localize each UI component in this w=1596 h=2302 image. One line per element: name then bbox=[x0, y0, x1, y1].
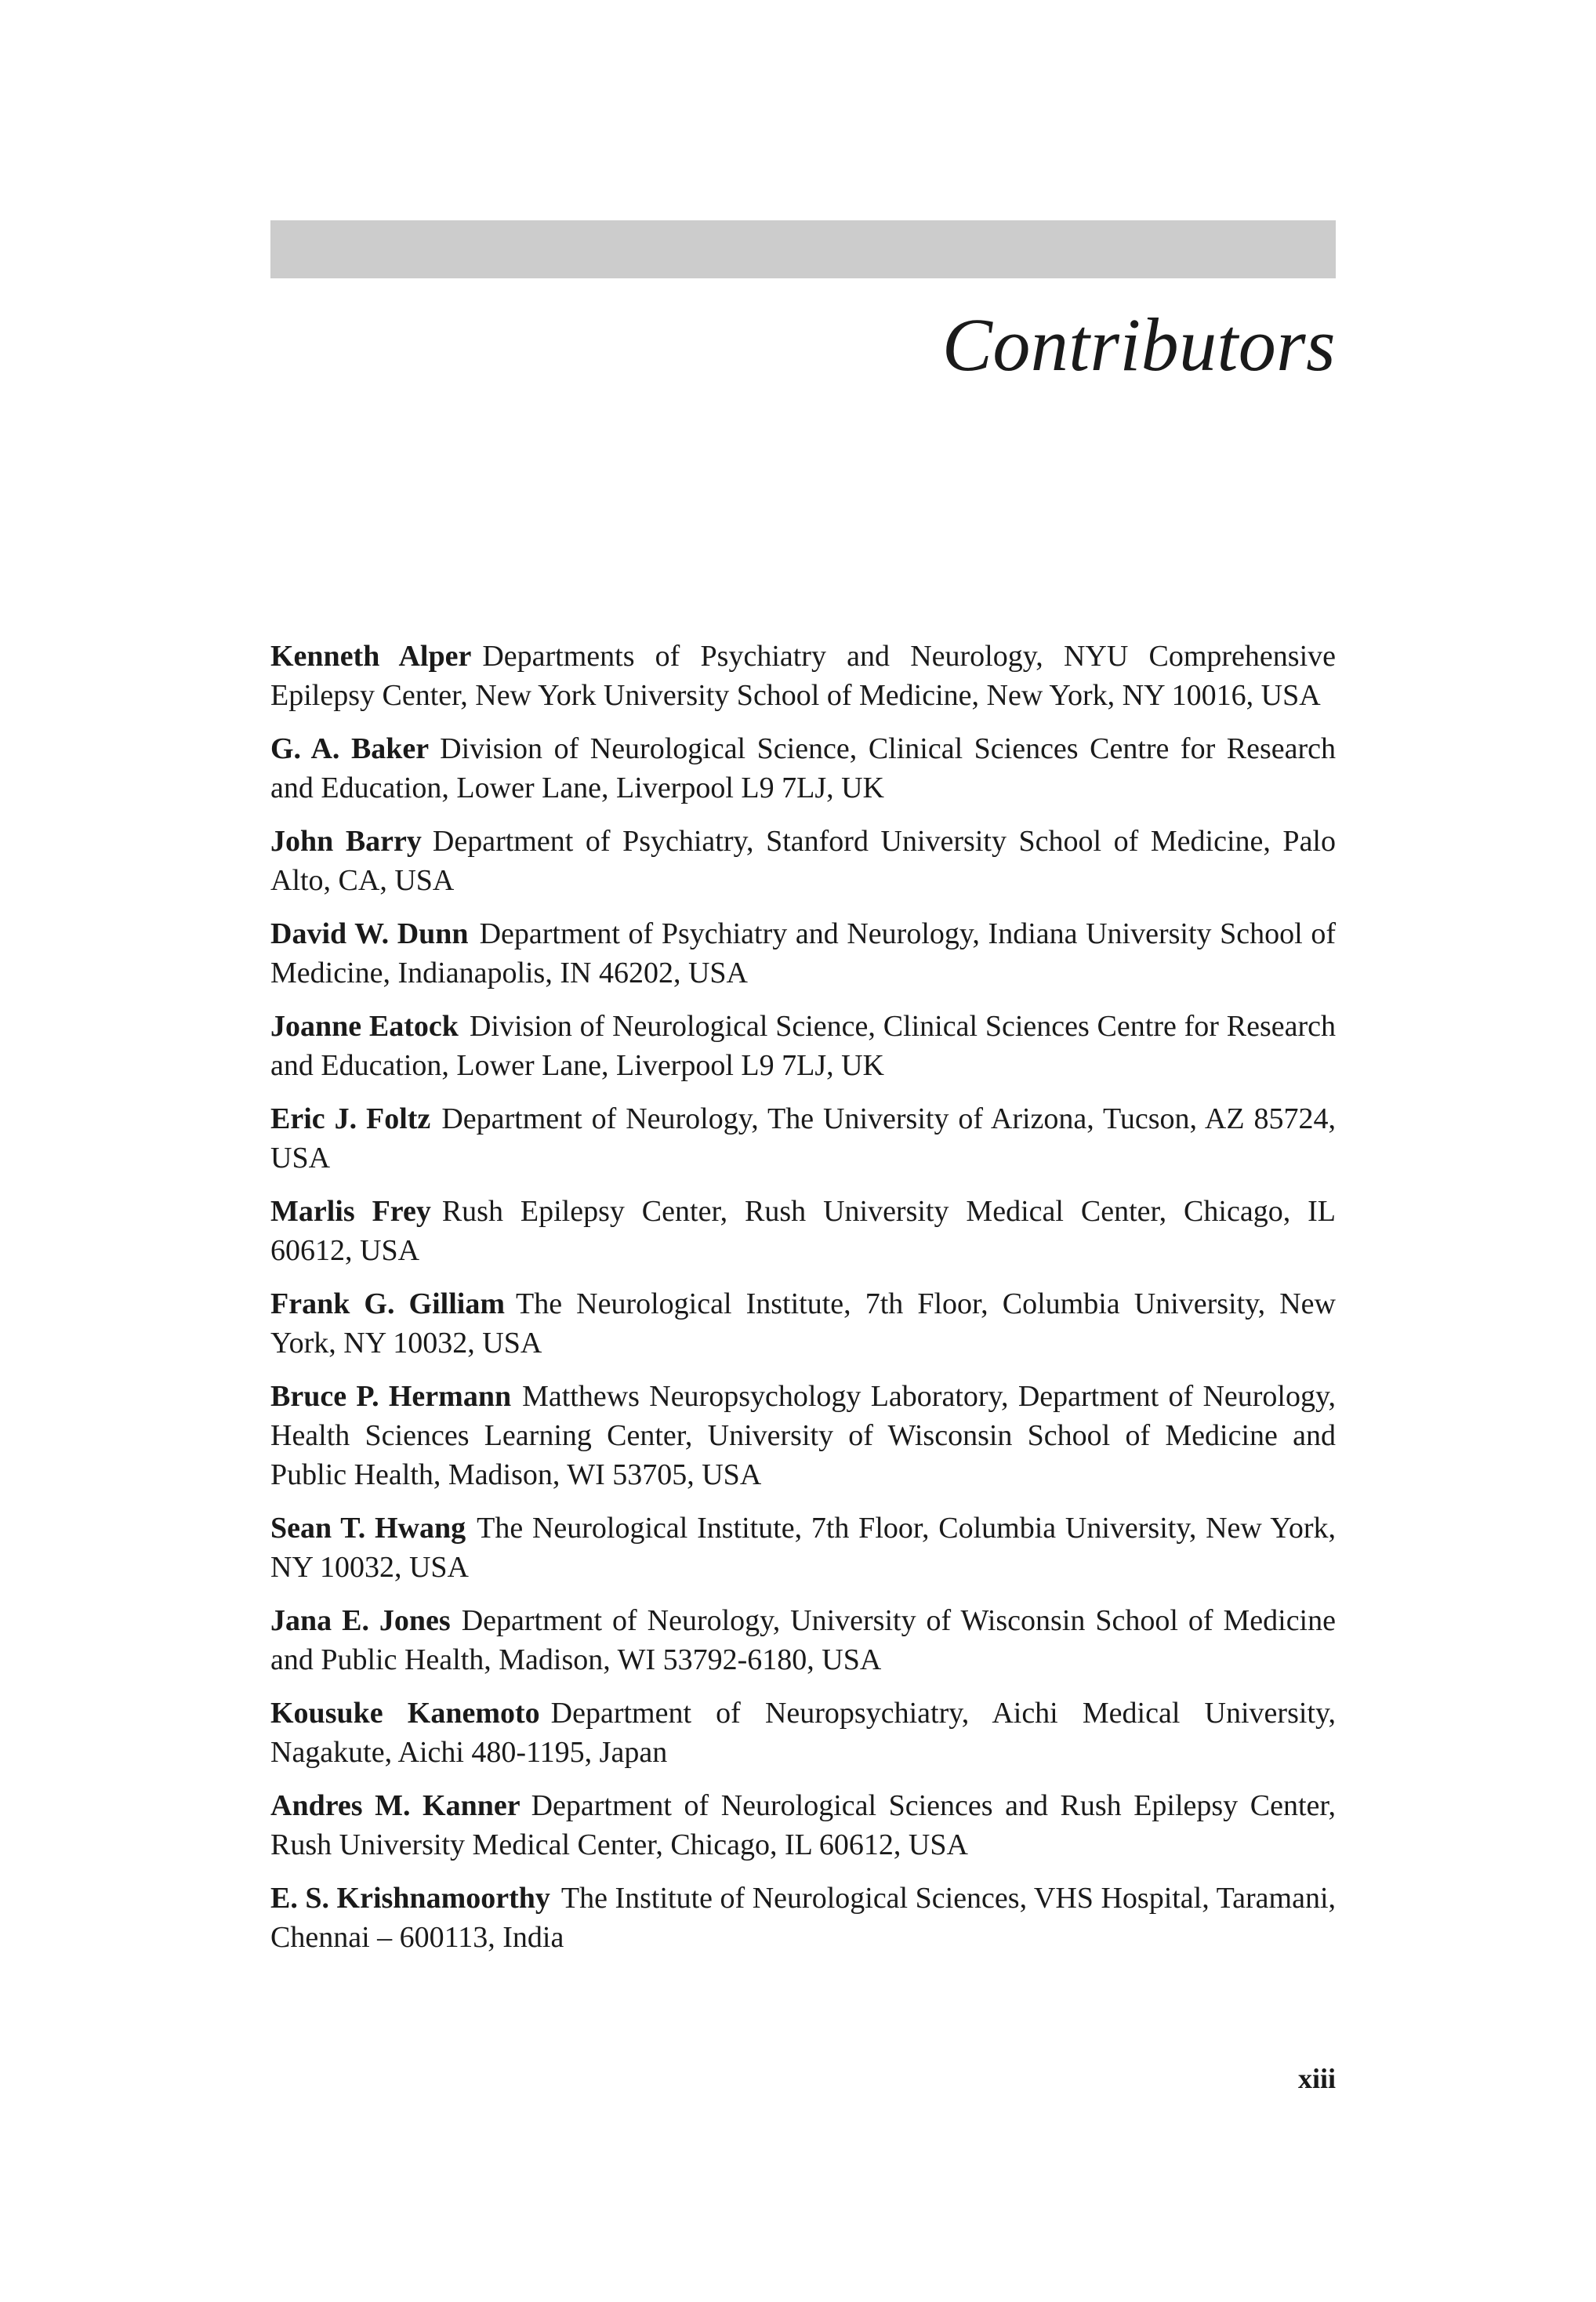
contributor-name: Andres M. Kanner bbox=[270, 1789, 521, 1822]
contributor-affiliation: Division of Neurological Science, Clinical Sciences Centre for Research and Education, Lower Lane, Liverpool L9 7LJ, UK bbox=[270, 1010, 1336, 1082]
contributor-entry bbox=[270, 1509, 1336, 1587]
contributor-affiliation: Department of Neurological Sciences and Rush Epilepsy Center, Rush University Medical Center, Chicago, IL 60612, USA bbox=[270, 1789, 1337, 1861]
contributor-affiliation: Division of Neurological Science, Clinical Sciences Centre for Research and Education, Lower Lane, Liverpool L9 7LJ, UK bbox=[270, 732, 1336, 804]
page-title: Contributors bbox=[941, 303, 1336, 387]
contributor-name: Bruce P. Hermann bbox=[270, 1380, 512, 1413]
contributor-name: Joanne Eatock bbox=[270, 1010, 459, 1043]
contributor-entry bbox=[270, 729, 1336, 808]
page-number: xiii bbox=[1297, 2063, 1336, 2094]
contributor-affiliation: Department of Neurology, The University of Arizona, Tucson, AZ 85724, USA bbox=[270, 1102, 1336, 1175]
contributor-name: Marlis Frey bbox=[270, 1195, 431, 1228]
header-bar bbox=[270, 220, 1336, 278]
contributor-name: Eric J. Foltz bbox=[270, 1102, 431, 1135]
contributor-entry bbox=[270, 1099, 1336, 1178]
contributor-affiliation: Departments of Psychiatry and Neurology, NYU Comprehensive Epilepsy Center, New York University School of Medicine, New York, NY 10016, USA bbox=[270, 640, 1337, 712]
contributor-affiliation: Matthews Neuropsychology Laboratory, Department of Neurology, Health Sciences Learning Center, University of Wisconsin School of Medicine and Public Health, Madison, WI 53705, USA bbox=[270, 1380, 1336, 1491]
contributor-name: G. A. Baker bbox=[270, 732, 430, 765]
contributor-affiliation: The Neurological Institute, 7th Floor, Columbia University, New York, NY 10032, USA bbox=[270, 1287, 1336, 1360]
contributor-name: Jana E. Jones bbox=[270, 1604, 451, 1637]
contributor-entry bbox=[270, 1377, 1336, 1494]
contributor-name: David W. Dunn bbox=[270, 917, 469, 950]
contributor-affiliation: The Neurological Institute, 7th Floor, Columbia University, New York, NY 10032, USA bbox=[270, 1512, 1337, 1584]
contributor-name: Sean T. Hwang bbox=[270, 1512, 466, 1545]
contributor-name: Frank G. Gilliam bbox=[270, 1287, 505, 1320]
contributor-entry bbox=[270, 637, 1336, 715]
contributor-name: Kenneth Alper bbox=[270, 640, 472, 673]
contributor-name: John Barry bbox=[270, 825, 422, 858]
contributor-affiliation: Department of Psychiatry and Neurology, Indiana University School of Medicine, Indianapolis, IN 46202, USA bbox=[270, 917, 1336, 989]
contributor-affiliation: Department of Neurology, University of Wisconsin School of Medicine and Public Health, Madison, WI 53792-6180, USA bbox=[270, 1604, 1336, 1676]
contributor-affiliation: Rush Epilepsy Center, Rush University Medical Center, Chicago, IL 60612, USA bbox=[270, 1195, 1336, 1267]
contributor-name: Kousuke Kanemoto bbox=[270, 1697, 540, 1730]
contributor-entry bbox=[270, 1284, 1336, 1363]
contributor-entry bbox=[270, 914, 1336, 993]
contributor-entry bbox=[270, 1007, 1336, 1085]
contributor-affiliation: Department of Psychiatry, Stanford University School of Medicine, Palo Alto, CA, USA bbox=[270, 825, 1336, 897]
contributor-entry bbox=[270, 1879, 1336, 1957]
contributor-entry bbox=[270, 822, 1336, 900]
contributor-affiliation: The Institute of Neurological Sciences, VHS Hospital, Taramani, Chennai – 600113, India bbox=[270, 1882, 1336, 1954]
contributor-entry bbox=[270, 1786, 1336, 1864]
contributors-list bbox=[270, 637, 1336, 1971]
contributor-entry bbox=[270, 1192, 1336, 1270]
contributor-entry bbox=[270, 1694, 1336, 1772]
contributor-entry bbox=[270, 1601, 1336, 1679]
contributor-name: E. S. Krishnamoorthy bbox=[270, 1882, 550, 1915]
contributor-affiliation: Department of Neuropsychiatry, Aichi Medical University, Nagakute, Aichi 480-1195, Japan bbox=[270, 1697, 1337, 1769]
